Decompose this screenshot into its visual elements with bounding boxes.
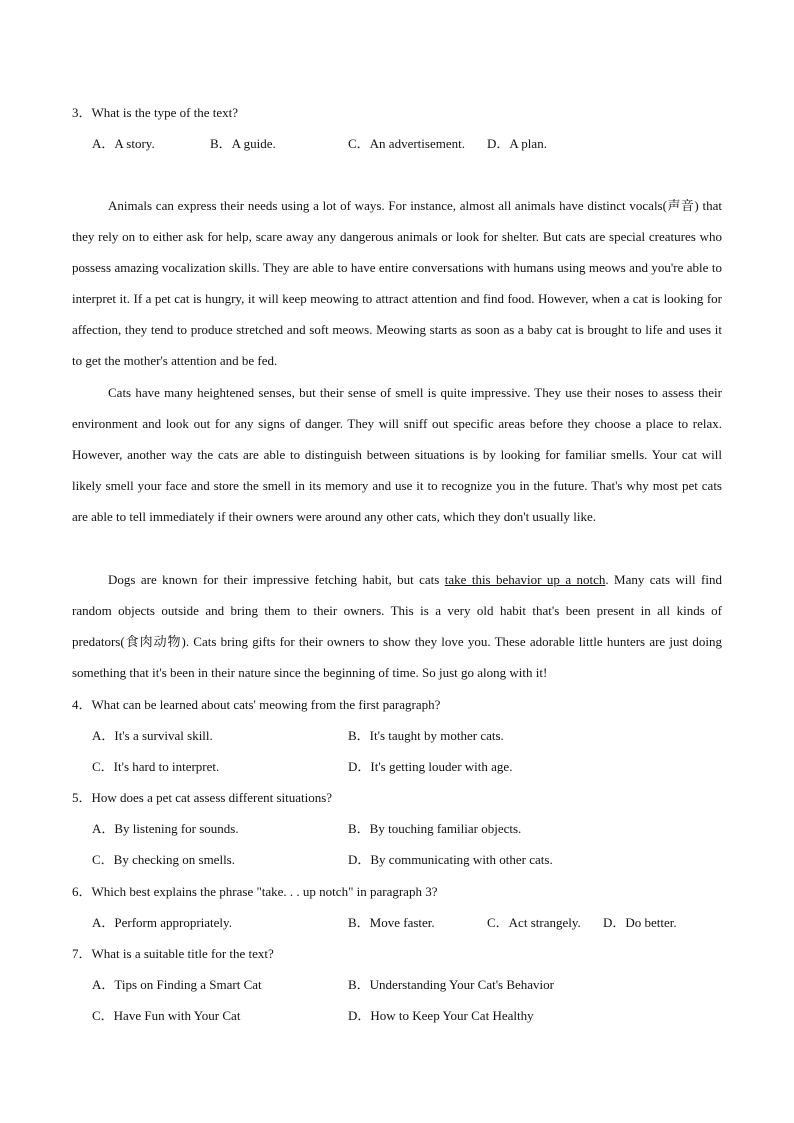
question-3-option-b: B．A guide. [210,136,276,151]
question-5-option-d: D．By communicating with other cats. [348,852,553,867]
question-7-stem: 7．What is a suitable title for the text? [72,946,274,961]
question-7-option-a: A．Tips on Finding a Smart Cat [92,977,262,992]
question-7-option-b: B．Understanding Your Cat's Behavior [348,977,555,992]
paragraph-3-text-start: Dogs are known for their impressive fetching habit, but cats [108,572,445,587]
question-6-option-c: C．Act strangely. [487,915,581,930]
question-5-option-c: C．By checking on smells. [92,852,235,867]
question-5-option-b: B．By touching familiar objects. [348,821,522,836]
question-6-option-a: A．Perform appropriately. [92,915,232,930]
question-3-option-d: D．A plan. [487,136,547,151]
question-4-stem: 4．What can be learned about cats' meowing from the first paragraph? [72,697,441,712]
question-4-option-d: D．It's getting louder with age. [348,759,513,774]
question-3-option-a: A．A story. [92,136,155,151]
question-3-stem: 3．What is the type of the text? [72,105,239,120]
question-4-option-c: C．It's hard to interpret. [92,759,220,774]
paragraph-3-text-end: . Many cats will find random objects outside and bring them to their owners. This is a very old habit that's been present in all kinds of predators(食肉动物). Cats bring gifts for their owners to show they love you. These adorable little hunters are just doing something that it's been in their nature since the beginning of time. So just go along with it! [72,572,722,680]
question-4-option-a: A．It's a survival skill. [92,728,213,743]
question-5-option-a: A．By listening for sounds. [92,821,239,836]
passage-paragraph-1: Animals can express their needs using a lot of ways. For instance, almost all animals have distinct vocals(声音) that they rely on to either ask for help, scare away any dangerous animals or look for shelter. But cats are special creatures who possess amazing vocalization skills. They are able to have entire conversations with humans using meows and you're able to interpret it. If a pet cat is hungry, it will keep meowing to attract attention and find food. However, when a cat is looking for affection, they tend to produce stretched and soft meows. Meowing starts as soon as a baby cat is brought to life and uses it to get the mother's attention and be fed. [72,198,722,368]
passage-paragraph-2: Cats have many heightened senses, but their sense of smell is quite impressive. They use their noses to assess their environment and look out for any signs of danger. They will sniff out specific areas before they choose a place to relax. However, another way the cats are able to distinguish between situations is by looking for familiar smells. Your cat will likely smell your face and store the smell in its memory and use it to recognize you in the future. That's why most pet cats are able to tell immediately if their owners were around any other cats, which they don't usually like. [72,385,722,524]
question-6-stem: 6．Which best explains the phrase "take. . . up notch" in paragraph 3? [72,884,438,899]
question-7-option-d: D．How to Keep Your Cat Healthy [348,1008,534,1023]
question-5-stem: 5．How does a pet cat assess different situations? [72,790,333,805]
question-3-option-c: C．An advertisement. [348,136,465,151]
passage-paragraph-3 [72,564,722,688]
question-4-option-b: B．It's taught by mother cats. [348,728,504,743]
underlined-phrase: take this behavior up a notch [444,572,606,587]
question-6-option-d: D．Do better. [603,915,677,930]
question-6-option-b: B．Move faster. [348,915,435,930]
question-7-option-c: C．Have Fun with Your Cat [92,1008,241,1023]
